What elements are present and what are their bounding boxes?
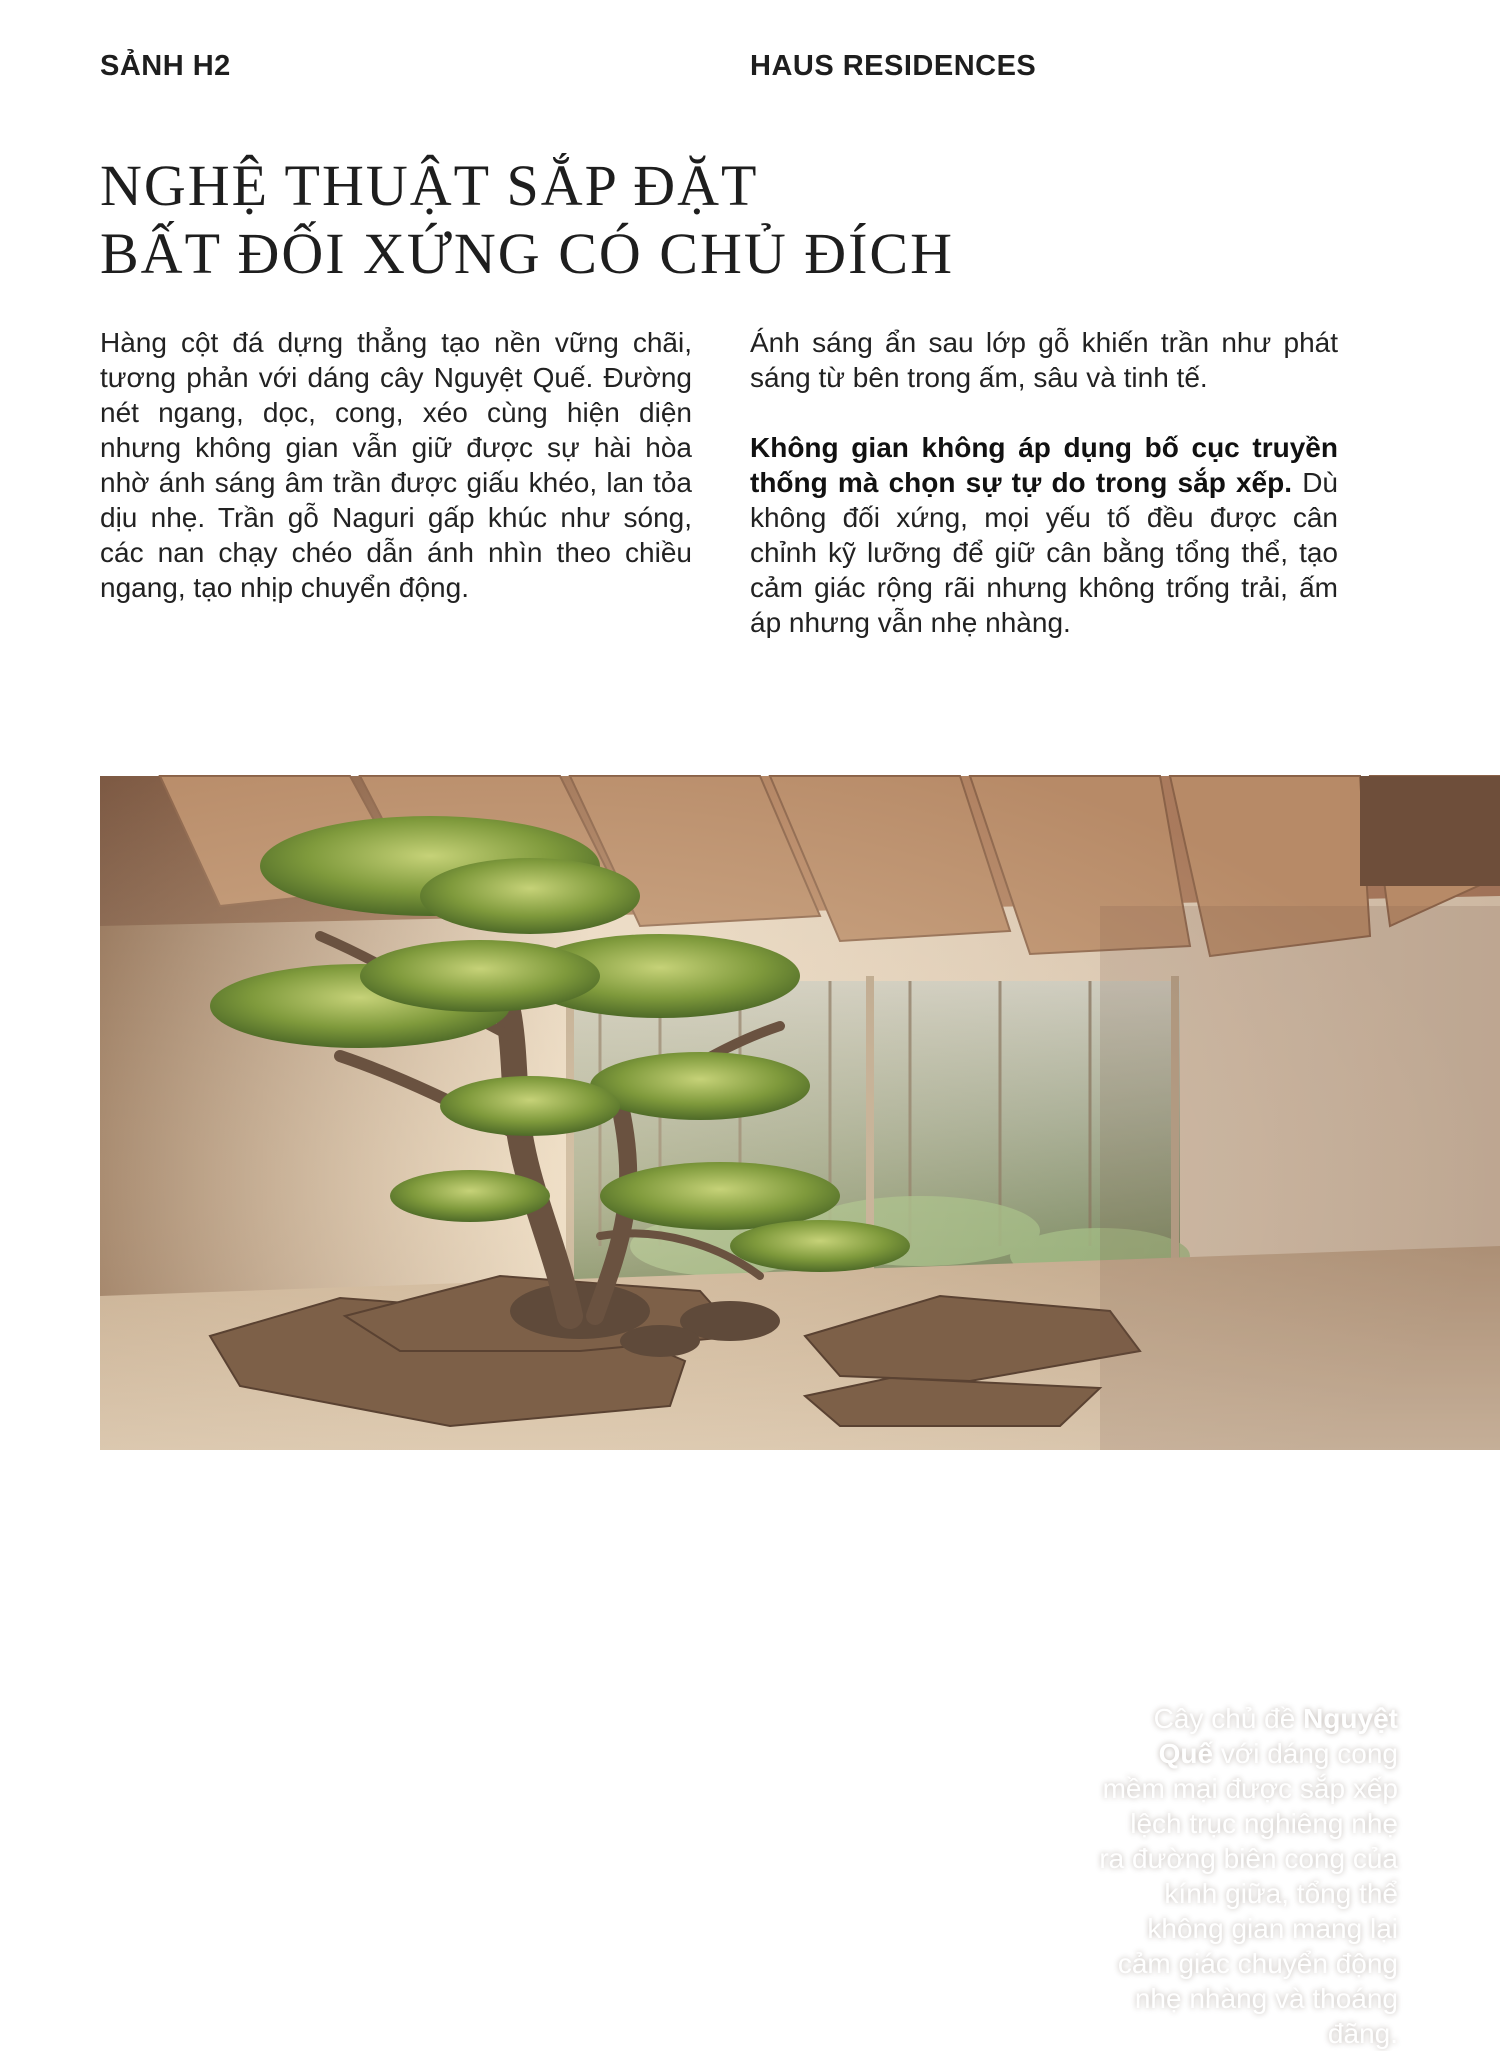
- section-label: SẢNH H2: [100, 50, 231, 82]
- left-text-column: [100, 325, 692, 605]
- right-paragraph-2-text: Dù không đối xứng, mọi yếu tố đều được cân chỉnh kỹ lưỡng để giữ cân bằng tổng thể, tạo cảm giác rộng rãi nhưng không trống trải, ấm áp nhưng vẫn nhẹ nhàng.: [750, 467, 1338, 638]
- left-paragraph: Hàng cột đá dựng thẳng tạo nền vững chãi, tương phản với dáng cây Nguyệt Quế. Đường nét ngang, dọc, cong, xéo cùng hiện diện nhưng không gian vẫn giữ được sự hài hòa nhờ ánh sáng âm trần được giấu khéo, lan tỏa dịu nhẹ. Trần gỗ Naguri gấp khúc như sóng, các nan chạy chéo dẫn ánh nhìn theo chiều ngang, tạo nhịp chuyển động.: [100, 327, 692, 603]
- right-paragraph-2-bold: Không gian không áp dụng bố cục truyền thống mà chọn sự tự do trong sắp xếp.: [750, 432, 1338, 498]
- title-line-2: BẤT ĐỐI XỨNG CÓ CHỦ ĐÍCH: [100, 221, 954, 286]
- right-paragraph-2: [750, 430, 1338, 640]
- right-paragraph-1: Ánh sáng ẩn sau lớp gỗ khiến trần như phát sáng từ bên trong ấm, sâu và tinh tế.: [750, 327, 1338, 393]
- photo-caption: [1098, 1701, 1398, 2051]
- caption-bold: Nguyệt Quế: [1158, 1703, 1398, 1769]
- caption-prefix: Cây chủ đề: [1153, 1703, 1304, 1734]
- caption-text: với dáng cong mềm mại được sắp xếp lệch trục nghiêng nhẹ ra đường biên cong của kính giữa, tổng thể không gian mang lại cảm giác chuyển động nhẹ nhàng và thoáng đãng.: [1099, 1738, 1398, 2049]
- right-text-column: [750, 325, 1338, 640]
- brand-name: HAUS RESIDENCES: [750, 50, 1037, 82]
- lobby-illustration: [100, 776, 1500, 1450]
- page-title: [100, 152, 1100, 288]
- lobby-photo: [100, 776, 1500, 2049]
- title-line-1: NGHỆ THUẬT SẮP ĐẶT: [100, 153, 759, 218]
